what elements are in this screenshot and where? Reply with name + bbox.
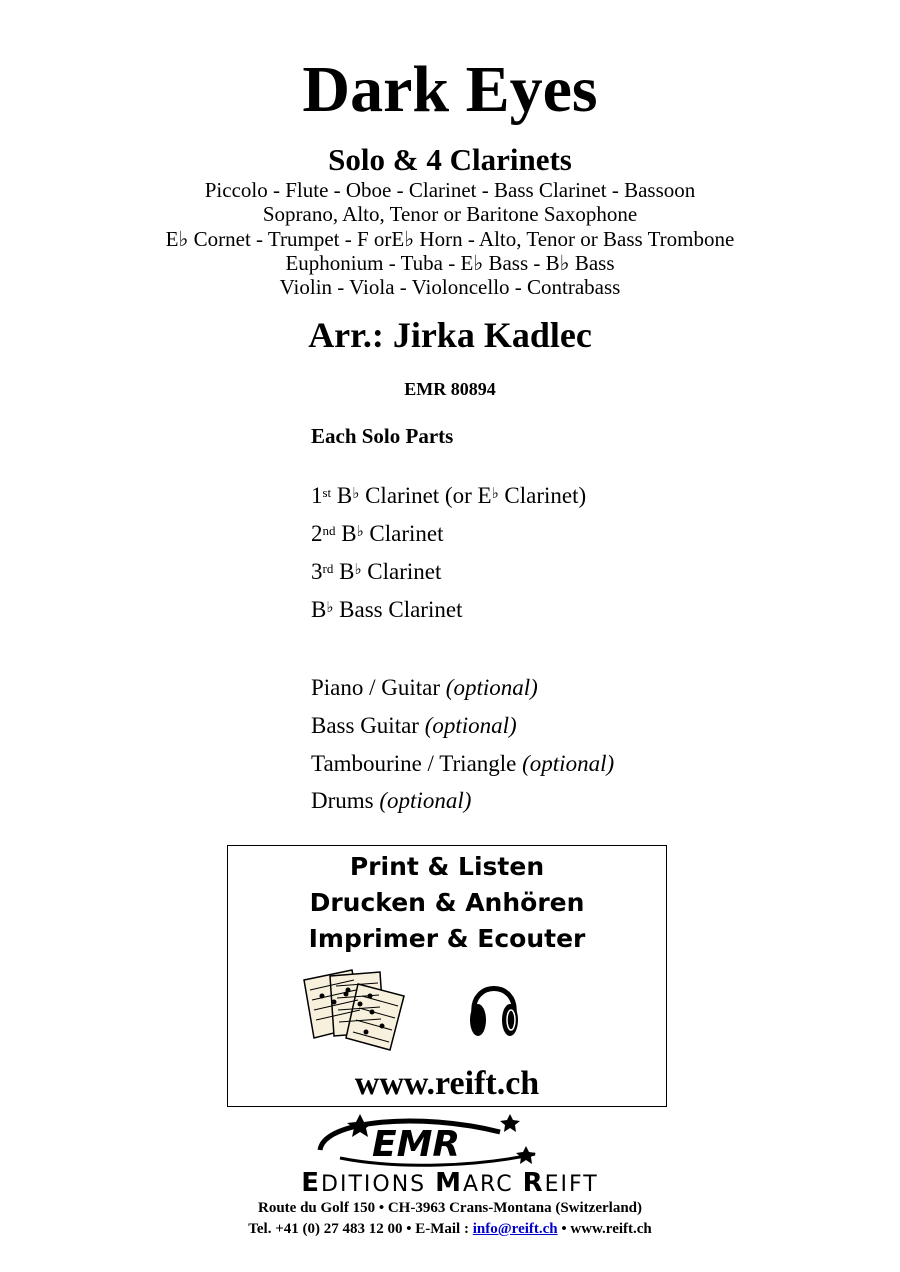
flat-symbol: ♭ <box>473 251 484 275</box>
parts-header: Each Solo Parts <box>311 424 454 448</box>
emr-logo <box>310 1110 545 1170</box>
instrument-line-2: Soprano, Alto, Tenor or Baritone Saxophone <box>262 202 638 226</box>
headphones-icon <box>466 970 522 1042</box>
flat-symbol: ♭ <box>356 524 364 540</box>
flat-symbol: ♭ <box>352 486 360 502</box>
optional-part: Tambourine / Triangle (optional) <box>311 751 615 776</box>
print-listen-box <box>227 845 667 1107</box>
part-clarinet-3: 3rd B♭ Clarinet <box>311 559 442 584</box>
subtitle: Solo & 4 Clarinets <box>328 142 572 177</box>
print-listen-line-en: Print & Listen <box>349 852 545 881</box>
flat-symbol: ♭ <box>326 600 334 616</box>
sheet-music-icon <box>300 966 412 1052</box>
optional-part: Piano / Guitar (optional) <box>311 675 538 700</box>
instrument-line-3: E♭ Cornet - Trumpet - F orE♭ Horn - Alto, Tenor or Bass Trombone <box>165 227 735 251</box>
optional-part: Drums (optional) <box>311 788 472 813</box>
flat-symbol: ♭ <box>354 562 362 578</box>
catalog-number: EMR 80894 <box>404 379 496 399</box>
flat-symbol: ♭ <box>491 486 499 502</box>
instrument-line-5: Violin - Viola - Violoncello - Contrabass <box>279 275 621 299</box>
website-url[interactable]: www.reift.ch <box>354 1065 540 1102</box>
publisher-address: Route du Golf 150 • CH-3963 Crans-Montana (Switzerland) <box>258 1200 642 1216</box>
email-link[interactable]: info@reift.ch <box>472 1221 558 1237</box>
print-listen-line-de: Drucken & Anhören <box>309 888 585 917</box>
instrument-line-1: Piccolo - Flute - Oboe - Clarinet - Bass Clarinet - Bassoon <box>204 178 696 202</box>
page-title: Dark Eyes <box>302 53 598 126</box>
logo-text: EMR <box>372 1124 461 1165</box>
instrument-line-4: Euphonium - Tuba - E♭ Bass - B♭ Bass <box>285 251 615 275</box>
flat-symbol: ♭ <box>404 227 415 251</box>
print-listen-line-fr: Imprimer & Ecouter <box>308 924 586 953</box>
part-bass-clarinet: B♭ Bass Clarinet <box>311 597 463 622</box>
flat-symbol: ♭ <box>559 251 570 275</box>
part-clarinet-1: 1st B♭ Clarinet (or E♭ Clarinet) <box>311 483 587 508</box>
optional-part: Bass Guitar (optional) <box>311 713 517 738</box>
publisher-contact: Tel. +41 (0) 27 483 12 00 • E-Mail : info@reift.ch • www.reift.ch <box>248 1221 652 1237</box>
part-clarinet-2: 2nd B♭ Clarinet <box>311 521 444 546</box>
publisher-name: EDITIONS MARC REIFT <box>301 1168 599 1198</box>
arranger: Arr.: Jirka Kadlec <box>308 315 592 355</box>
flat-symbol: ♭ <box>178 227 189 251</box>
